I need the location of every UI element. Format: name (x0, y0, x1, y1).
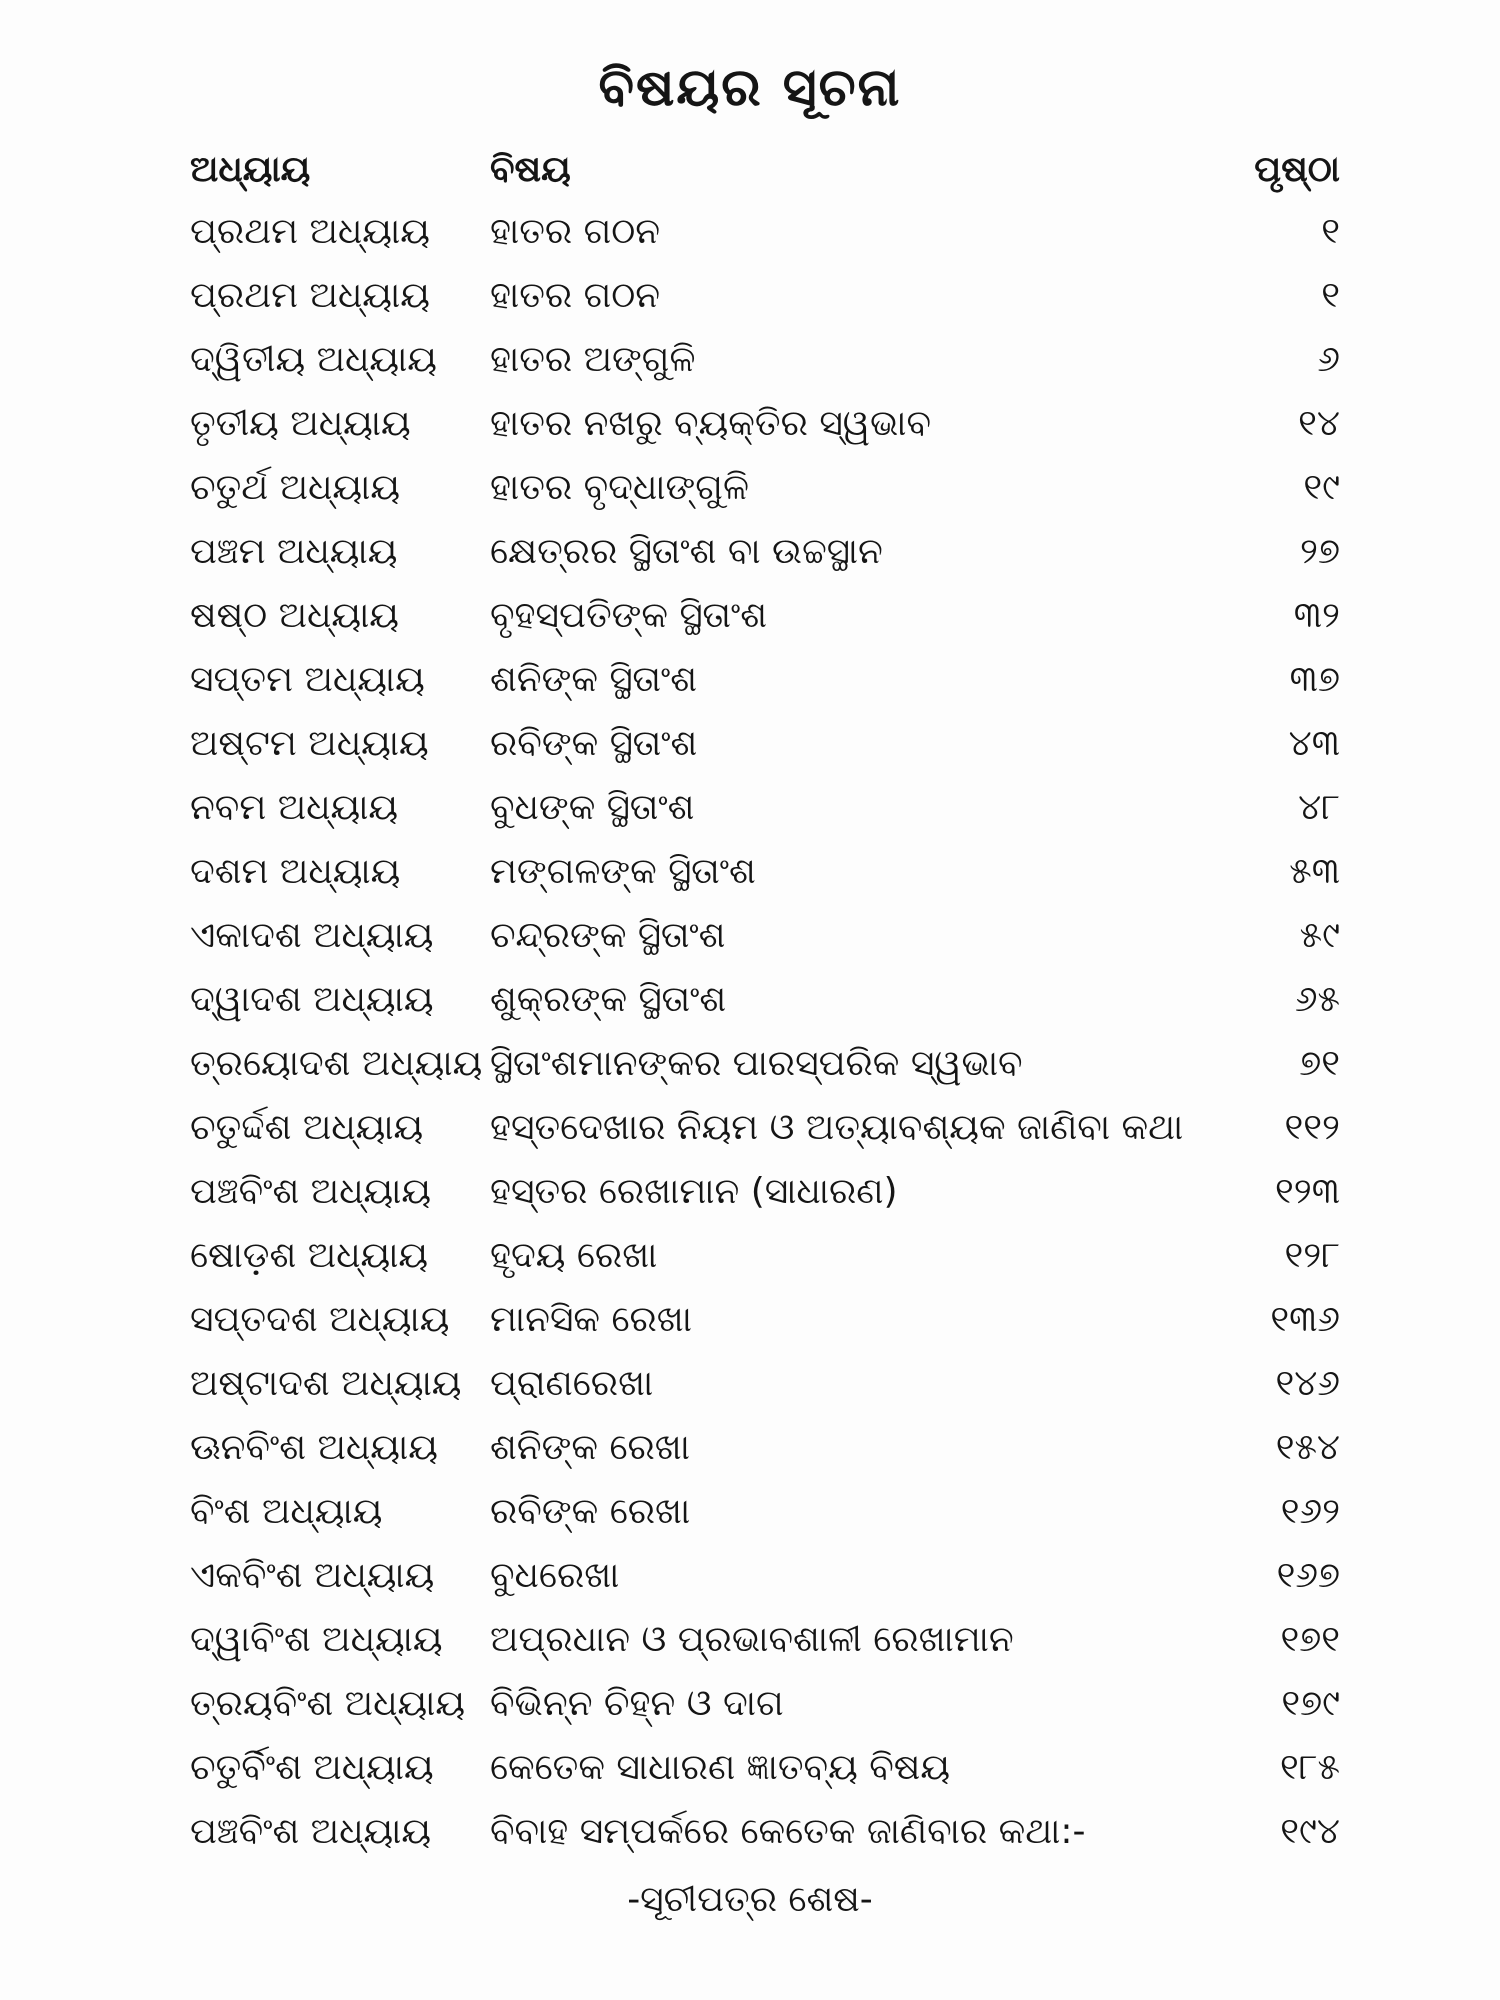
table-row (0, 200, 1500, 264)
subject-label: ବୁଧରେଖା (490, 1555, 620, 1596)
page-number: ୧ (1321, 211, 1340, 252)
subject-label: ବୁଧଙ୍କ ସ୍ଥିତାଂଶ (490, 787, 695, 828)
table-row (0, 1480, 1500, 1544)
subject-label: ହାତର ଗଠନ (490, 275, 661, 316)
page-number: ୧୨୩ (1275, 1171, 1340, 1212)
subject-label: ମାନସିକ ରେଖା (490, 1299, 692, 1340)
chapter-label: ନବମ ଅଧ୍ୟାୟ (190, 787, 399, 828)
chapter-label: ପଞ୍ଚବିଂଶ ଅଧ୍ୟାୟ (190, 1171, 432, 1212)
subject-label: କ୍ଷେତ୍ରର ସ୍ଥିତାଂଶ ବା ଉଚ୍ଚସ୍ଥାନ (490, 531, 883, 572)
page-number: ୨୭ (1300, 531, 1340, 572)
table-row (0, 1352, 1500, 1416)
subject-label: ଶନିଙ୍କ ରେଖା (490, 1427, 690, 1468)
table-row (0, 1672, 1500, 1736)
page-number: ୧୧୨ (1284, 1107, 1340, 1148)
chapter-label: ପ୍ରଥମ ଅଧ୍ୟାୟ (190, 211, 430, 252)
table-row (0, 1608, 1500, 1672)
subject-label: ହାତର ନଖରୁ ବ୍ୟକ୍ତିର ସ୍ୱଭାବ (490, 403, 932, 444)
page-number: ୩୭ (1289, 659, 1340, 700)
table-row (0, 840, 1500, 904)
page-number: ୧୯୪ (1280, 1811, 1340, 1852)
subject-label: ପ୍ରାଣରେଖା (490, 1363, 654, 1404)
table-row (0, 456, 1500, 520)
page-number: ୬୫ (1294, 979, 1340, 1020)
page-number: ୫୩ (1289, 851, 1340, 892)
chapter-label: ଷଷ୍ଠ ଅଧ୍ୟାୟ (190, 595, 399, 636)
page-number: ୧୪ (1298, 403, 1340, 444)
table-row (0, 968, 1500, 1032)
chapter-label: ଏକାଦଶ ଅଧ୍ୟାୟ (190, 915, 434, 956)
chapter-label: ତ୍ରୟବିଂଶ ଅଧ୍ୟାୟ (190, 1683, 466, 1724)
page-number: ୧ (1321, 275, 1340, 316)
chapter-label: ସପ୍ତଦଶ ଅଧ୍ୟାୟ (190, 1299, 450, 1340)
chapter-label: ଷୋଡ଼ଶ ଅଧ୍ୟାୟ (190, 1235, 429, 1276)
table-row (0, 1032, 1500, 1096)
page-number: ୧୫୪ (1275, 1427, 1340, 1468)
subject-label: ବୃହସ୍ପତିଙ୍କ ସ୍ଥିତାଂଶ (490, 595, 768, 636)
chapter-label: ଦ୍ୱାଦଶ ଅଧ୍ୟାୟ (190, 979, 434, 1020)
chapter-label: ଅଷ୍ଟମ ଅଧ୍ୟାୟ (190, 723, 429, 764)
page-number: ୩୨ (1293, 595, 1340, 636)
subject-label: ହସ୍ତର ରେଖାମାନ (ସାଧାରଣ) (490, 1171, 898, 1212)
chapter-label: ଦ୍ୱିତୀୟ ଅଧ୍ୟାୟ (190, 339, 437, 380)
page-number: ୧୬୭ (1276, 1555, 1340, 1596)
table-row (0, 1416, 1500, 1480)
subject-label: ହାତର ଗଠନ (490, 211, 661, 252)
chapter-label: ଦ୍ୱାବିଂଶ ଅଧ୍ୟାୟ (190, 1619, 443, 1660)
subject-label: ବିଭିନ୍ନ ଚିହ୍ନ ଓ ଦାଗ (490, 1683, 784, 1724)
chapter-label: ଚତୁର୍ଦ୍ଦଶ ଅଧ୍ୟାୟ (190, 1107, 424, 1148)
table-row (0, 1224, 1500, 1288)
subject-label: ହାତର ଅଙ୍ଗୁଳି (490, 339, 696, 380)
table-row (0, 904, 1500, 968)
toc-header-row (0, 138, 1500, 202)
table-row (0, 392, 1500, 456)
subject-label: ହୃଦୟ ରେଖା (490, 1235, 658, 1276)
page-number: ୧୨୮ (1284, 1235, 1340, 1276)
table-row (0, 648, 1500, 712)
table-row (0, 712, 1500, 776)
chapter-label: ଊନବିଂଶ ଅଧ୍ୟାୟ (190, 1427, 438, 1468)
table-row (0, 1160, 1500, 1224)
page-number: ୧୬୨ (1280, 1491, 1340, 1532)
header-subject: ବିଷୟ (490, 149, 571, 190)
table-row (0, 1544, 1500, 1608)
page-number: ୪୮ (1298, 787, 1340, 828)
chapter-label: ତୃତୀୟ ଅଧ୍ୟାୟ (190, 403, 411, 444)
subject-label: ବିବାହ ସମ୍ପର୍କରେ କେତେକ ଜାଣିବାର କଥା:- (490, 1811, 1086, 1852)
page-title: ବିଷୟର ସୂଚନା (598, 58, 902, 118)
table-row (0, 1800, 1500, 1864)
subject-label: ହାତର ବୃଦ୍ଧାଙ୍ଗୁଳି (490, 467, 749, 508)
table-row (0, 328, 1500, 392)
page-number: ୧୭୯ (1281, 1683, 1340, 1724)
chapter-label: ପ୍ରଥମ ଅଧ୍ୟାୟ (190, 275, 430, 316)
toc-end-note: -ସୂଚୀପତ୍ର ଶେଷ- (627, 1879, 873, 1920)
subject-label: କେତେକ ସାଧାରଣ ଜ୍ଞାତବ୍ୟ ବିଷୟ (490, 1747, 951, 1788)
subject-label: ଚନ୍ଦ୍ରଙ୍କ ସ୍ଥିତାଂଶ (490, 915, 726, 956)
chapter-label: ତ୍ରୟୋଦଶ ଅଧ୍ୟାୟ (190, 1043, 483, 1084)
subject-label: ଶନିଙ୍କ ସ୍ଥିତାଂଶ (490, 659, 698, 700)
table-row (0, 520, 1500, 584)
subject-label: ଅପ୍ରଧାନ ଓ ପ୍ରଭାବଶାଳୀ ରେଖାମାନ (490, 1619, 1014, 1660)
page-number: ୧୮୫ (1279, 1747, 1340, 1788)
table-row (0, 776, 1500, 840)
chapter-label: ଏକବିଂଶ ଅଧ୍ୟାୟ (190, 1555, 435, 1596)
page-number: ୫୯ (1299, 915, 1340, 956)
table-row (0, 1736, 1500, 1800)
page-number: ୪୩ (1288, 723, 1340, 764)
subject-label: ସ୍ଥିତାଂଶମାନଙ୍କର ପାରସ୍ପରିକ ସ୍ୱଭାବ (490, 1043, 1023, 1084)
table-row (0, 584, 1500, 648)
subject-label: ମଙ୍ଗଳଙ୍କ ସ୍ଥିତାଂଶ (490, 851, 756, 892)
table-row (0, 1288, 1500, 1352)
table-row (0, 1096, 1500, 1160)
header-chapter: ଅଧ୍ୟାୟ (190, 149, 311, 190)
subject-label: ରବିଙ୍କ ସ୍ଥିତାଂଶ (490, 723, 698, 764)
chapter-label: ଚତୁର୍ବିଂଶ ଅଧ୍ୟାୟ (190, 1747, 434, 1788)
subject-label: ଶୁକ୍ରଙ୍କ ସ୍ଥିତାଂଶ (490, 979, 727, 1020)
page-number: ୧୪୬ (1275, 1363, 1340, 1404)
chapter-label: ପଞ୍ଚମ ଅଧ୍ୟାୟ (190, 531, 398, 572)
page-number: ୧୯ (1303, 467, 1340, 508)
page-number: ୧୩୬ (1270, 1299, 1340, 1340)
page-number: ୧୭୧ (1280, 1619, 1340, 1660)
chapter-label: ଦଶମ ଅଧ୍ୟାୟ (190, 851, 401, 892)
chapter-label: ବିଂଶ ଅଧ୍ୟାୟ (190, 1491, 383, 1532)
subject-label: ହସ୍ତଦେଖାର ନିୟମ ଓ ଅତ୍ୟାବଶ୍ୟକ ଜାଣିବା କଥା (490, 1107, 1184, 1148)
chapter-label: ସପ୍ତମ ଅଧ୍ୟାୟ (190, 659, 425, 700)
chapter-label: ଚତୁର୍ଥ ଅଧ୍ୟାୟ (190, 467, 401, 508)
chapter-label: ପଞ୍ଚବିଂଶ ଅଧ୍ୟାୟ (190, 1811, 432, 1852)
page-number: ୬ (1317, 339, 1340, 380)
header-page: ପୃଷ୍ଠା (1254, 149, 1340, 190)
subject-label: ରବିଙ୍କ ରେଖା (490, 1491, 691, 1532)
chapter-label: ଅଷ୍ଟାଦଶ ଅଧ୍ୟାୟ (190, 1363, 462, 1404)
page-number: ୭୧ (1299, 1043, 1340, 1084)
table-row (0, 264, 1500, 328)
